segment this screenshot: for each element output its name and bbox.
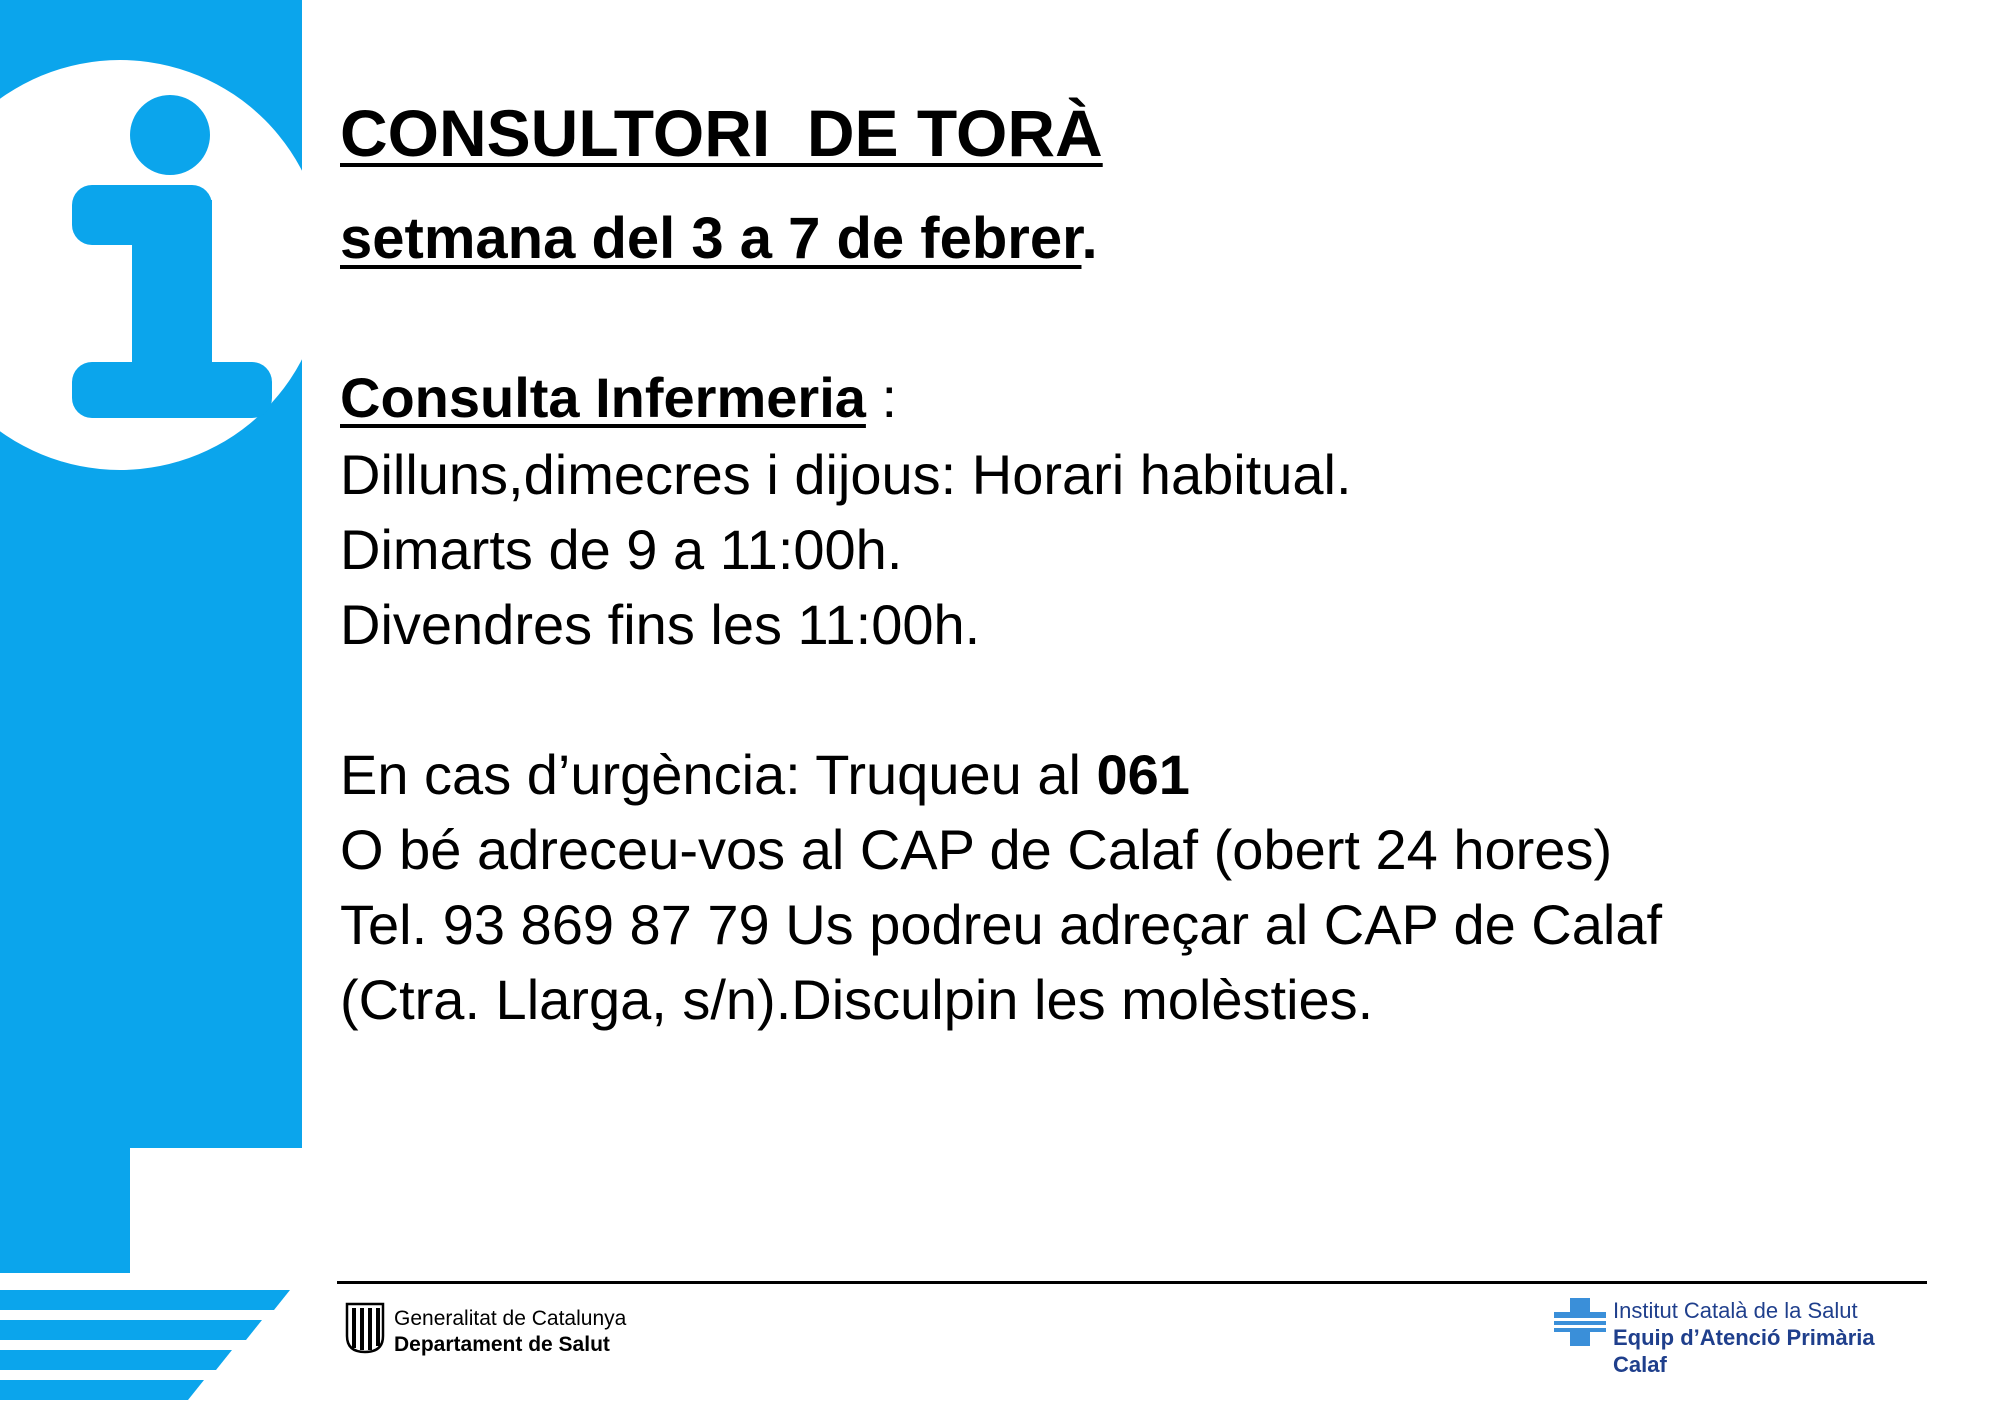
generalitat-name: Generalitat de Catalunya <box>394 1307 627 1330</box>
info-line: Tel. 93 869 87 79 Us podreu adreçar al CAP de Calaf <box>340 893 1663 956</box>
ics-institute-name: Institut Català de la Salut <box>1613 1298 1858 1323</box>
schedule-line: Dilluns,dimecres i dijous: Horari habitual. <box>340 443 1352 506</box>
section-heading <box>340 366 898 429</box>
schedule-line: Dimarts de 9 a 11:00h. <box>340 518 903 581</box>
notice-subtitle <box>340 206 1098 271</box>
ics-location: Calaf <box>1613 1352 1667 1377</box>
info-line: (Ctra. Llarga, s/n).Disculpin les molèsties. <box>340 968 1374 1031</box>
generalitat-logo-icon <box>345 1302 385 1354</box>
notice-title: CONSULTORI DE TORÀ <box>340 96 1103 170</box>
generalitat-text <box>394 1306 626 1358</box>
emergency-number: 061 <box>1096 743 1190 806</box>
health-cross-icon <box>1552 1296 1608 1348</box>
notice-subtitle-dates: setmana del 3 a 7 de febrer <box>340 206 1082 271</box>
info-icon <box>0 60 310 470</box>
info-banner <box>0 0 310 1403</box>
emergency-line <box>340 743 1190 806</box>
section-heading-colon: : <box>865 366 898 429</box>
notice-subtitle-period: . <box>1081 206 1098 271</box>
emergency-text: En cas d’urgència: Truqueu al <box>340 743 1097 806</box>
department-name: Departament de Salut <box>394 1333 610 1356</box>
ics-text <box>1613 1297 1875 1378</box>
info-line: O bé adreceu-vos al CAP de Calaf (obert 24 hores) <box>340 818 1613 881</box>
ics-team-name: Equip d’Atenció Primària <box>1613 1325 1875 1350</box>
schedule-line: Divendres fins les 11:00h. <box>340 593 981 656</box>
section-heading-label: Consulta Infermeria <box>340 366 866 429</box>
footer-divider <box>337 1281 1927 1284</box>
